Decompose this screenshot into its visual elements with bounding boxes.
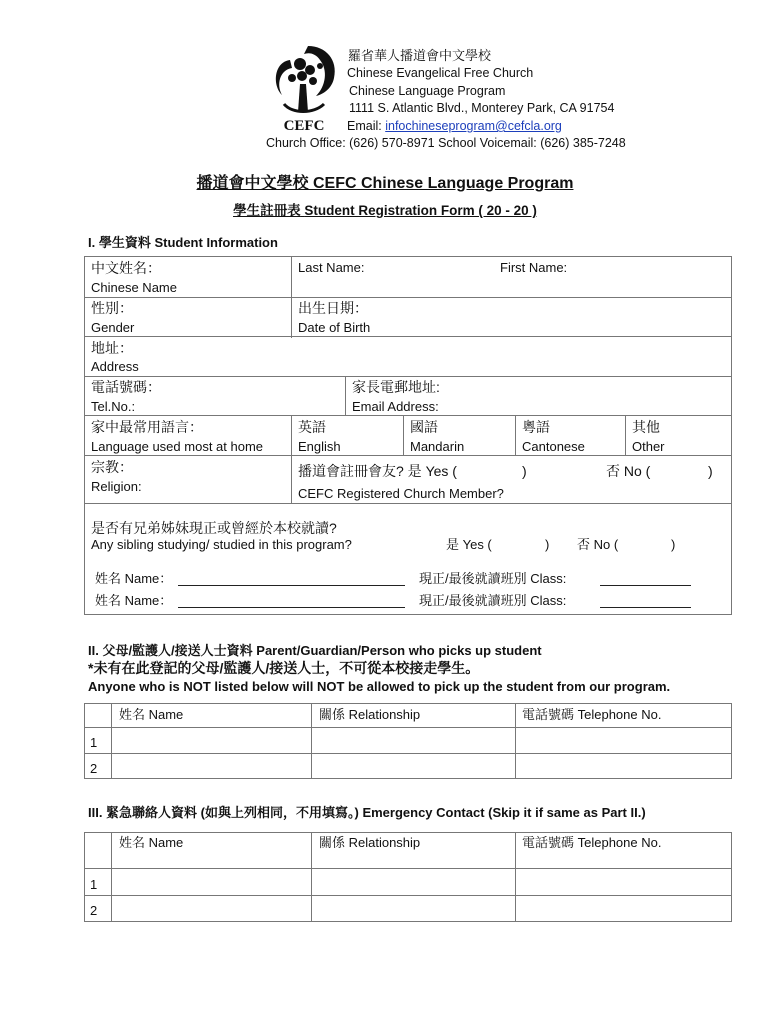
guardian-row-1-number: 1 [90,735,98,750]
chinese-name-label-en: Chinese Name [91,280,177,295]
other-option-zh: 其他 [632,419,660,435]
gender-label-zh: 性別： [91,300,133,316]
section2-heading: II. 父母/監護人/接送人士資料 Parent/Guardian/Person who picks up student [88,643,542,658]
sibling-yes-close: ) [545,537,550,552]
member-label-en: CEFC Registered Church Member? [298,486,504,501]
cantonese-option-en[interactable]: Cantonese [522,439,585,454]
email-label: Email: [347,119,382,133]
emergency-col-telephone: 電話號碼 Telephone No. [522,835,662,850]
form-title: 學生註冊表 Student Registration Form ( 20 - 20 ) [233,203,537,218]
sibling1-class-label: 現正/最後就讀班別 Class: [419,571,567,586]
sibling2-class-label: 現正/最後就讀班別 Class: [419,593,567,608]
section3-heading: III. 緊急聯絡人資料 (如與上列相同，不用填寫。) Emergency Contact (Skip it if same as Part II.) [88,805,646,820]
sibling-yes-option[interactable]: 是 Yes ( [446,537,492,552]
office-phones: Church Office: (626) 570-8971 School Voicemail: (626) 385-7248 [266,136,626,150]
language-label-en: Language used most at home [91,439,264,454]
section1-heading: I. 學生資料 Student Information [88,235,278,250]
parent-email-label-en: Email Address: [352,399,439,414]
first-name-label: First Name: [500,260,568,275]
other-option-en[interactable]: Other [632,439,665,454]
chinese-name-label-zh: 中文姓名： [91,260,161,276]
last-name-label: Last Name: [298,260,365,275]
guardian-col-name: 姓名 Name [119,707,184,722]
sibling1-name-field[interactable] [178,585,405,586]
program-name: Chinese Language Program [349,84,506,98]
church-name: Chinese Evangelical Free Church [347,66,534,80]
mandarin-option-zh: 國語 [410,419,438,435]
member-yes-option[interactable]: 播道會註冊會友? 是 Yes ( [298,463,457,479]
mandarin-option-en[interactable]: Mandarin [410,439,465,454]
sibling-no-close: ) [671,537,676,552]
language-label-zh: 家中最常用語言： [91,419,203,435]
english-option-zh: 英語 [298,419,326,435]
religion-label-zh: 宗教： [91,459,133,475]
guardian-col-relationship: 關係 Relationship [319,707,421,722]
guardian-col-telephone: 電話號碼 Telephone No. [522,707,662,722]
section2-warning-zh: *未有在此登記的父母/監護人/接送人士，不可從本校接走學生。 [88,660,480,676]
main-title: 播道會中文學校 CEFC Chinese Language Program [196,175,574,192]
sibling2-name-label: 姓名 Name： [95,593,173,608]
cefc-logo [268,40,340,135]
member-no-close: ) [708,463,713,479]
address-label-en: Address [91,359,139,374]
address-label-zh: 地址： [91,340,133,356]
member-no-option[interactable]: 否 No ( [606,463,651,479]
emergency-row-2-number: 2 [90,903,98,918]
dob-label-en: Date of Birth [298,320,371,335]
email-link[interactable]: infochineseprogram@cefcla.org [385,119,562,133]
cantonese-option-zh: 粵語 [522,419,550,435]
english-option-en[interactable]: English [298,439,341,454]
sibling-question-zh: 是否有兄弟姊妹現正或曾經於本校就讀? [91,520,337,536]
member-yes-close: ) [522,463,527,479]
school-name-zh: 羅省華人播道會中文學校 [348,48,492,63]
parent-email-label-zh: 家長電郵地址: [352,379,440,395]
logo-text: CEFC [283,118,325,134]
sibling2-name-field[interactable] [178,607,405,608]
tel-label-en: Tel.No.: [91,399,136,414]
emergency-col-name: 姓名 Name [119,835,184,850]
sibling1-class-field[interactable] [600,585,691,586]
gender-label-en: Gender [91,320,135,335]
section2-warning-en: Anyone who is NOT listed below will NOT be allowed to pick up the student from our program. [88,679,671,694]
emergency-row-1-number: 1 [90,877,98,892]
sibling1-name-label: 姓名 Name： [95,571,173,586]
sibling-question-en: Any sibling studying/ studied in this program? [91,537,352,552]
dob-label-zh: 出生日期： [298,300,368,316]
religion-label-en: Religion: [91,479,142,494]
email-line [347,118,562,135]
sibling-no-option[interactable]: 否 No ( [577,537,619,552]
address-line: 1111 S. Atlantic Blvd., Monterey Park, CA 91754 [349,101,615,115]
sibling2-class-field[interactable] [600,607,691,608]
tel-label-zh: 電話號碼： [91,379,161,395]
guardian-row-2-number: 2 [90,761,98,776]
emergency-col-relationship: 關係 Relationship [319,835,421,850]
